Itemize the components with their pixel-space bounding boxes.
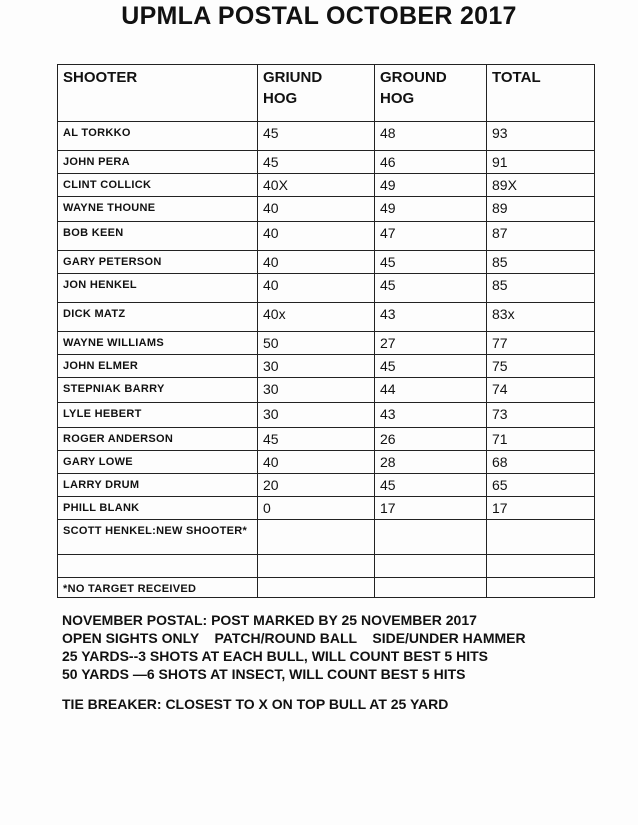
table-row — [58, 428, 595, 451]
total-cell: 91 — [487, 151, 595, 174]
ground-hog-2-cell: 47 — [375, 222, 487, 251]
total-cell: 89 — [487, 197, 595, 222]
shooter-name-cell: JOHN PERA — [58, 151, 258, 174]
shooter-name-cell: JON HENKEL — [58, 274, 258, 303]
total-cell: 83x — [487, 303, 595, 332]
table-row — [58, 520, 595, 555]
total-cell: 71 — [487, 428, 595, 451]
note-line: 25 YARDS--3 SHOTS AT EACH BULL, WILL COUNT BEST 5 HITS — [62, 648, 489, 664]
table-row — [58, 251, 595, 274]
ground-hog-1-cell: 40x — [258, 303, 375, 332]
note-line: TIE BREAKER: CLOSEST TO X ON TOP BULL AT 25 YARD — [62, 696, 449, 712]
total-cell: 93 — [487, 122, 595, 151]
total-cell: 75 — [487, 355, 595, 378]
ground-hog-2-cell: 48 — [375, 122, 487, 151]
table-row — [58, 578, 595, 598]
total-cell: 85 — [487, 251, 595, 274]
ground-hog-1-cell: 45 — [258, 428, 375, 451]
ground-hog-2-cell: 17 — [375, 497, 487, 520]
table-row — [58, 151, 595, 174]
shooter-name-cell: LYLE HEBERT — [58, 403, 258, 428]
shooter-name-cell: LARRY DRUM — [58, 474, 258, 497]
ground-hog-2-cell: 49 — [375, 197, 487, 222]
scores-table — [57, 64, 595, 598]
table-header-row — [58, 65, 595, 122]
total-cell: 65 — [487, 474, 595, 497]
table-row — [58, 474, 595, 497]
shooter-name-cell: WAYNE WILLIAMS — [58, 332, 258, 355]
ground-hog-2-cell: 46 — [375, 151, 487, 174]
ground-hog-1-cell: 45 — [258, 122, 375, 151]
ground-hog-1-cell: 20 — [258, 474, 375, 497]
table-row — [58, 378, 595, 403]
ground-hog-2-cell: 45 — [375, 251, 487, 274]
shooter-name-cell — [58, 555, 258, 578]
table-row — [58, 403, 595, 428]
table-row — [58, 222, 595, 251]
shooter-name-cell: BOB KEEN — [58, 222, 258, 251]
shooter-name-cell: AL TORKKO — [58, 122, 258, 151]
table-row — [58, 174, 595, 197]
ground-hog-1-cell: 40X — [258, 174, 375, 197]
total-cell: 17 — [487, 497, 595, 520]
header-ground-hog-2: GROUND HOG — [375, 65, 487, 122]
ground-hog-2-cell — [375, 578, 487, 598]
total-cell — [487, 555, 595, 578]
table-row — [58, 303, 595, 332]
ground-hog-2-cell: 45 — [375, 355, 487, 378]
shooter-name-cell: CLINT COLLICK — [58, 174, 258, 197]
shooter-name-cell: WAYNE THOUNE — [58, 197, 258, 222]
total-cell — [487, 520, 595, 555]
ground-hog-1-cell: 40 — [258, 251, 375, 274]
shooter-name-cell: ROGER ANDERSON — [58, 428, 258, 451]
shooter-name-cell: PHILL BLANK — [58, 497, 258, 520]
table-row — [58, 355, 595, 378]
ground-hog-2-cell: 45 — [375, 474, 487, 497]
total-cell: 73 — [487, 403, 595, 428]
total-cell: 89X — [487, 174, 595, 197]
note-line: NOVEMBER POSTAL: POST MARKED BY 25 NOVEMBER 2017 — [62, 612, 477, 628]
ground-hog-1-cell: 50 — [258, 332, 375, 355]
ground-hog-1-cell: 40 — [258, 274, 375, 303]
ground-hog-2-cell: 44 — [375, 378, 487, 403]
shooter-name-cell: GARY PETERSON — [58, 251, 258, 274]
shooter-name-cell: JOHN ELMER — [58, 355, 258, 378]
total-cell: 77 — [487, 332, 595, 355]
ground-hog-2-cell: 49 — [375, 174, 487, 197]
footer-notes — [62, 611, 526, 713]
ground-hog-1-cell — [258, 578, 375, 598]
table-row — [58, 197, 595, 222]
total-cell: 85 — [487, 274, 595, 303]
ground-hog-2-cell — [375, 520, 487, 555]
ground-hog-1-cell: 30 — [258, 378, 375, 403]
note-line: OPEN SIGHTS ONLY PATCH/ROUND BALL SIDE/UNDER HAMMER — [62, 630, 526, 646]
ground-hog-1-cell: 40 — [258, 197, 375, 222]
ground-hog-1-cell — [258, 555, 375, 578]
shooter-name-cell: STEPNIAK BARRY — [58, 378, 258, 403]
ground-hog-2-cell: 45 — [375, 274, 487, 303]
ground-hog-2-cell — [375, 555, 487, 578]
ground-hog-1-cell — [258, 520, 375, 555]
note-line: 50 YARDS —6 SHOTS AT INSECT, WILL COUNT BEST 5 HITS — [62, 666, 466, 682]
header-ground-hog-1: GRIUND HOG — [258, 65, 375, 122]
header-shooter: SHOOTER — [58, 65, 258, 122]
ground-hog-1-cell: 30 — [258, 403, 375, 428]
shooter-name-cell: SCOTT HENKEL:NEW SHOOTER* — [58, 520, 258, 555]
table-row — [58, 497, 595, 520]
table-row — [58, 332, 595, 355]
ground-hog-2-cell: 27 — [375, 332, 487, 355]
shooter-name-cell: *NO TARGET RECEIVED — [58, 578, 258, 598]
table-row — [58, 122, 595, 151]
header-total: TOTAL — [487, 65, 595, 122]
total-cell: 87 — [487, 222, 595, 251]
total-cell: 68 — [487, 451, 595, 474]
ground-hog-1-cell: 45 — [258, 151, 375, 174]
table-row — [58, 555, 595, 578]
shooter-name-cell: DICK MATZ — [58, 303, 258, 332]
total-cell: 74 — [487, 378, 595, 403]
ground-hog-2-cell: 43 — [375, 403, 487, 428]
ground-hog-1-cell: 30 — [258, 355, 375, 378]
ground-hog-1-cell: 40 — [258, 451, 375, 474]
page-title: UPMLA POSTAL OCTOBER 2017 — [121, 2, 517, 30]
table-row — [58, 274, 595, 303]
total-cell — [487, 578, 595, 598]
table-row — [58, 451, 595, 474]
ground-hog-1-cell: 40 — [258, 222, 375, 251]
ground-hog-2-cell: 26 — [375, 428, 487, 451]
ground-hog-2-cell: 43 — [375, 303, 487, 332]
ground-hog-2-cell: 28 — [375, 451, 487, 474]
ground-hog-1-cell: 0 — [258, 497, 375, 520]
shooter-name-cell: GARY LOWE — [58, 451, 258, 474]
